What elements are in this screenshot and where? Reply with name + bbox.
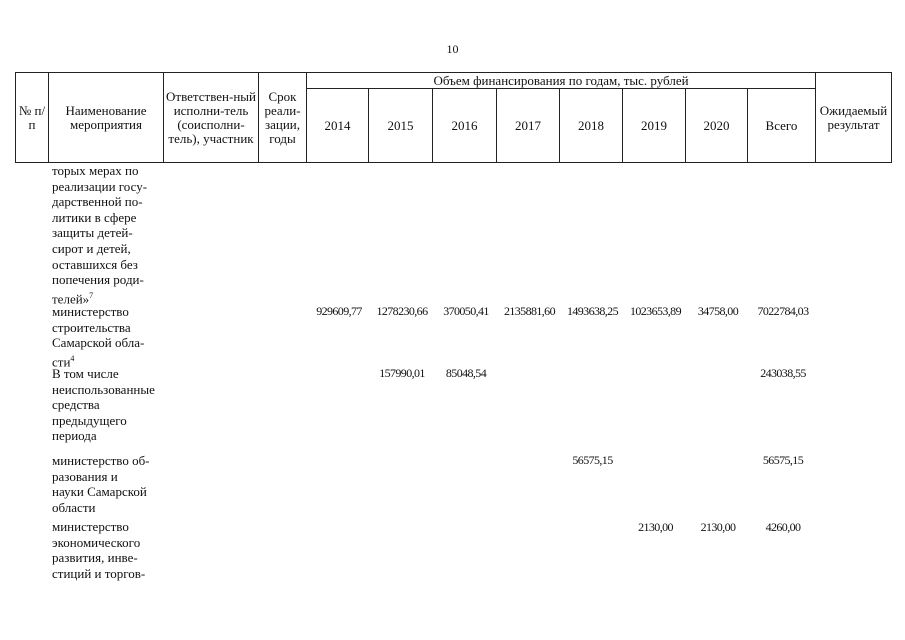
value-total: 243038,55: [760, 366, 806, 380]
continuation-line: торых мерах по: [52, 163, 139, 178]
row-ministry-education: [52, 453, 167, 515]
row-last-text: сти: [52, 354, 71, 370]
value-2018: 56575,15: [572, 453, 613, 467]
continuation-line: литики в сфере: [52, 209, 137, 225]
row-label-line: предыдущего: [52, 412, 127, 428]
value-total: 56575,15: [762, 453, 804, 467]
header-funding: Объем финансирования по годам, тыс. рублей: [307, 73, 816, 89]
header-year-2020: 2020: [686, 89, 748, 163]
header-responsible: Ответствен-ный исполни-тель (соисполни-тель), участник: [164, 73, 259, 163]
continuation-line: дарственной по-: [52, 194, 143, 210]
header-year-2016: 2016: [433, 89, 497, 163]
value-2015: 1278230,66: [376, 304, 428, 318]
value-2018: 1493638,25: [566, 304, 618, 318]
row-label-line: министерство: [52, 304, 129, 319]
continuation-line: реализации госу-: [52, 178, 148, 194]
value-2020: 34758,00: [697, 304, 739, 318]
value-2014: 929609,77: [316, 304, 362, 318]
row-label-line: неиспользованные: [52, 381, 155, 397]
row-label-line: развития, инве-: [52, 550, 138, 566]
value-total: 7022784,03: [757, 304, 809, 318]
continuation-last-text: телей»: [52, 291, 90, 307]
value-2016: 370050,41: [443, 304, 489, 318]
value-2015: 157990,01: [379, 366, 425, 380]
header-table: [15, 72, 892, 163]
continuation-text: [52, 163, 167, 307]
header-year-2014: 2014: [307, 89, 369, 163]
row-label-line: В том числе: [52, 366, 119, 381]
continuation-line: попечения роди-: [52, 272, 144, 288]
row-unused-funds: [52, 366, 170, 444]
footnote-mark: 7: [89, 290, 94, 300]
row-label-line: строительства: [52, 319, 131, 335]
header-year-2019: 2019: [623, 89, 686, 163]
value-2019: 2130,00: [638, 520, 673, 534]
row-label-line: разования и: [52, 468, 118, 484]
row-label-line: науки Самарской: [52, 484, 147, 500]
row-label-line: министерство: [52, 519, 129, 534]
header-year-2017: 2017: [497, 89, 560, 163]
row-label-line: области: [52, 499, 96, 515]
row-label-line: министерство об-: [52, 453, 150, 468]
page-number: 10: [446, 42, 459, 56]
header-number: № п/п: [16, 73, 49, 163]
row-label-line: Самарской обла-: [52, 335, 145, 351]
row-ministry-economy: [52, 519, 167, 581]
header-total: Всего: [748, 89, 816, 163]
value-2017: 2135881,60: [503, 304, 555, 318]
value-2020: 2130,00: [700, 520, 736, 534]
continuation-line: сирот и детей,: [52, 240, 131, 256]
header-result: Ожидаемый результат: [816, 73, 892, 163]
header-year-2015: 2015: [369, 89, 433, 163]
header-event-name: Наименование мероприятия: [49, 73, 164, 163]
row-ministry-construction: [52, 304, 167, 370]
continuation-line: защиты детей-: [52, 225, 133, 241]
row-label-line: экономического: [52, 534, 141, 550]
header-year-2018: 2018: [560, 89, 623, 163]
value-2019: 1023653,89: [629, 304, 681, 318]
value-2016: 85048,54: [445, 366, 487, 380]
footnote-mark: 4: [70, 353, 75, 363]
row-label-line: периода: [52, 428, 97, 444]
row-label-line: стиций и торгов-: [52, 565, 146, 581]
header-term: Срок реали-зации, годы: [259, 73, 307, 163]
value-total: 4260,00: [765, 520, 801, 534]
row-label-line: средства: [52, 397, 100, 413]
continuation-line: оставшихся без: [52, 256, 138, 272]
